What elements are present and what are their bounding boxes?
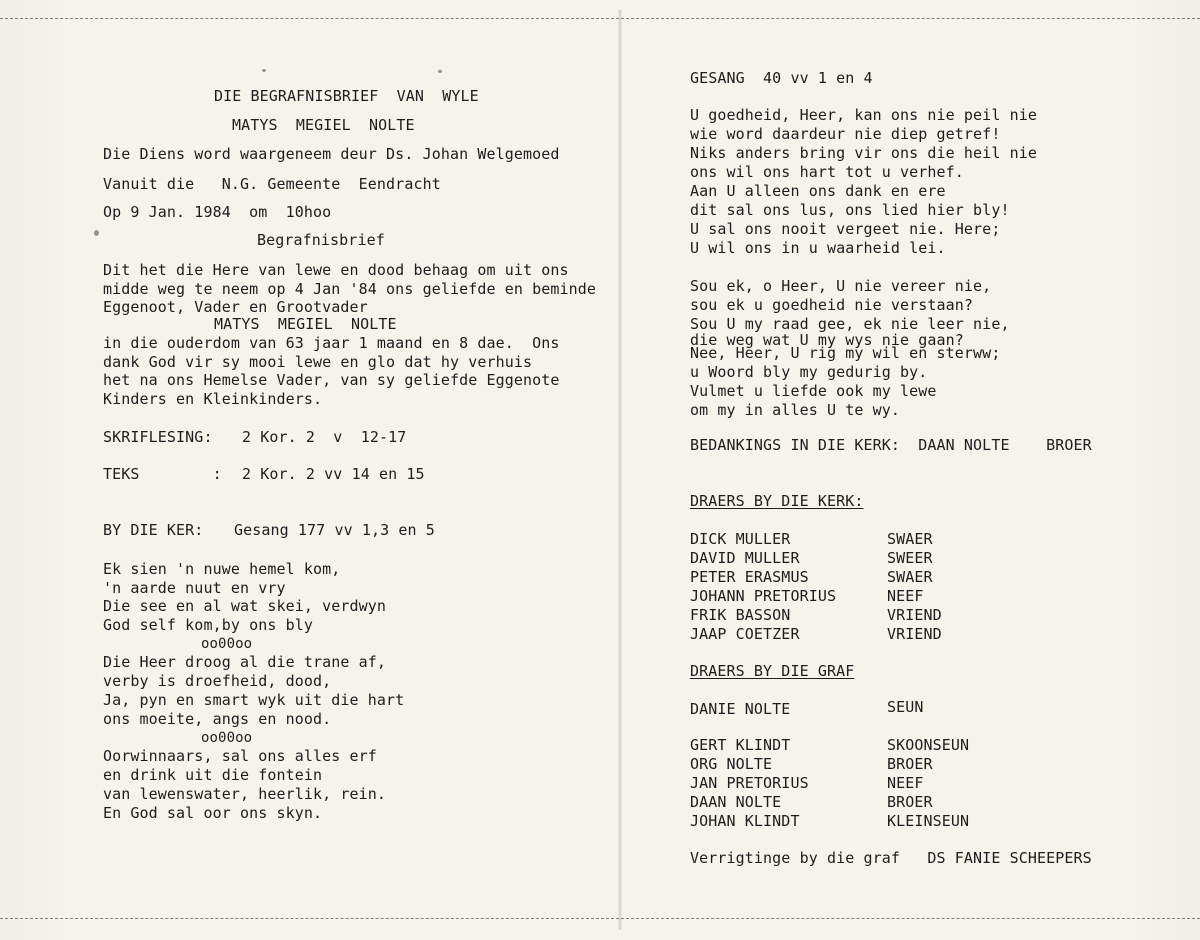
scripture-value: 2 Kor. 2 v 12-17 xyxy=(242,428,407,446)
hymn-line: Oorwinnaars, sal ons alles erf xyxy=(103,747,377,765)
hymn-line: 'n aarde nuut en vry xyxy=(103,579,286,597)
verse-line: dit sal ons lus, ons lied hier bly! xyxy=(690,201,1010,219)
section-subtitle: Begrafnisbrief xyxy=(257,231,385,249)
hymn-line: van lewenswater, heerlik, rein. xyxy=(103,785,387,803)
bearer-relation: SKOONSEUN xyxy=(887,736,970,754)
bearer-relation: VRIEND xyxy=(887,625,942,643)
hymn-line: en drink uit die fontein xyxy=(103,766,323,784)
bearer-name: JOHANN PRETORIUS xyxy=(690,587,837,605)
bottom-dash-line xyxy=(0,918,1200,919)
body-line: Eggenoot, Vader en Grootvader xyxy=(103,298,368,316)
body-line: midde weg te neem op 4 Jan '84 ons geliefde en beminde xyxy=(103,280,597,298)
bearer-relation: BROER xyxy=(887,755,933,773)
verse-line: U goedheid, Heer, kan ons nie peil nie xyxy=(690,106,1037,124)
bearer-name: DAVID MULLER xyxy=(690,549,800,567)
ink-smudge xyxy=(438,70,442,73)
document-title: DIE BEGRAFNISBRIEF VAN WYLE xyxy=(214,87,479,105)
bearer-name: FRIK BASSON xyxy=(690,606,791,624)
verse-line: Niks anders bring vir ons die heil nie xyxy=(690,144,1037,162)
deceased-name: MATYS MEGIEL NOLTE xyxy=(232,116,415,134)
text-value: 2 Kor. 2 vv 14 en 15 xyxy=(242,465,425,483)
bearer-relation: SEUN xyxy=(887,698,924,716)
bearer-relation: NEEF xyxy=(887,587,924,605)
bearer-name: DANIE NOLTE xyxy=(690,700,791,718)
bearer-relation: BROER xyxy=(887,793,933,811)
ink-smudge xyxy=(262,69,266,72)
bearer-relation: NEEF xyxy=(887,774,924,792)
verse-line: Sou U my raad gee, ek nie leer nie, xyxy=(690,315,1010,333)
bearer-name: JAAP COETZER xyxy=(690,625,800,643)
verse-line: ons wil ons hart tot u verhef. xyxy=(690,163,964,181)
bearers-church-title: DRAERS BY DIE KERK: xyxy=(690,492,864,510)
bearer-relation: VRIEND xyxy=(887,606,942,624)
bearer-name: DAAN NOLTE xyxy=(690,793,782,811)
hymn-separator: oo00oo xyxy=(201,730,253,746)
body-line: in die ouderdom van 63 jaar 1 maand en 8 dae. Ons xyxy=(103,334,560,352)
service-venue: Vanuit die N.G. Gemeente Eendracht xyxy=(103,175,441,193)
grave-hymn: Gesang 177 vv 1,3 en 5 xyxy=(234,521,435,539)
hymn-line: ons moeite, angs en nood. xyxy=(103,710,332,728)
verse-line: Sou ek, o Heer, U nie vereer nie, xyxy=(690,277,992,295)
hymn-line: Ek sien 'n nuwe hemel kom, xyxy=(103,560,341,578)
verse-line: U wil ons in u waarheid lei. xyxy=(690,239,946,257)
fold-line xyxy=(618,10,622,930)
body-name: MATYS MEGIEL NOLTE xyxy=(214,315,397,333)
body-line: dank God vir sy mooi lewe en glo dat hy verhuis xyxy=(103,353,533,371)
bearers-grave-title: DRAERS BY DIE GRAF xyxy=(690,662,855,680)
hymn-separator: oo00oo xyxy=(201,636,253,652)
body-line: het na ons Hemelse Vader, van sy geliefde Eggenote xyxy=(103,371,560,389)
bearer-name: PETER ERASMUS xyxy=(690,568,809,586)
graveside-officiant: Verrigtinge by die graf DS FANIE SCHEEPERS xyxy=(690,849,1092,867)
bearer-relation: SWAER xyxy=(887,568,933,586)
bearer-relation: SWAER xyxy=(887,530,933,548)
verse-line: U sal ons nooit vergeet nie. Here; xyxy=(690,220,1001,238)
verse-line: om my in alles U te wy. xyxy=(690,401,901,419)
bearer-name: JOHAN KLINDT xyxy=(690,812,800,830)
body-line: Dit het die Here van lewe en dood behaag om uit ons xyxy=(103,261,569,279)
bearer-relation: KLEINSEUN xyxy=(887,812,970,830)
ink-smudge xyxy=(94,230,99,236)
top-dash-line xyxy=(0,18,1200,19)
verse-line: wie word daardeur nie diep getref! xyxy=(690,125,1001,143)
hymn-line: Die see en al wat skei, verdwyn xyxy=(103,597,387,615)
verse-line: Vulmet u liefde ook my lewe xyxy=(690,382,937,400)
hymn-line: verby is droefheid, dood, xyxy=(103,672,332,690)
hymn-line: Die Heer droog al die trane af, xyxy=(103,653,387,671)
hymn-line: En God sal oor ons skyn. xyxy=(103,804,323,822)
bearer-name: GERT KLINDT xyxy=(690,736,791,754)
verse-line: sou ek u goedheid nie verstaan? xyxy=(690,296,974,314)
bearer-relation: SWEER xyxy=(887,549,933,567)
thanks-line: BEDANKINGS IN DIE KERK: DAAN NOLTE BROER xyxy=(690,436,1092,454)
bearer-name: DICK MULLER xyxy=(690,530,791,548)
bearer-name: ORG NOLTE xyxy=(690,755,773,773)
service-officiant: Die Diens word waargeneem deur Ds. Johan Welgemoed xyxy=(103,145,560,163)
body-line: Kinders en Kleinkinders. xyxy=(103,390,323,408)
right-hymn-title: GESANG 40 vv 1 en 4 xyxy=(690,69,873,87)
verse-line-overtyped: die weg wat U my wys nie gaan? xyxy=(690,331,964,349)
verse-line: Nee, Heer, U rig my wil en sterww; xyxy=(690,344,1001,362)
hymn-line: Ja, pyn en smart wyk uit die hart xyxy=(103,691,405,709)
hymn-line: God self kom,by ons bly xyxy=(103,616,314,634)
verse-line: u Woord bly my gedurig by. xyxy=(690,363,928,381)
verse-line: Aan U alleen ons dank en ere xyxy=(690,182,946,200)
service-date-time: Op 9 Jan. 1984 om 10hoo xyxy=(103,203,332,221)
grave-label: BY DIE KER: xyxy=(103,521,204,539)
bearer-name: JAN PRETORIUS xyxy=(690,774,809,792)
text-label: TEKS : xyxy=(103,465,222,483)
scripture-label: SKRIFLESING: xyxy=(103,428,213,446)
